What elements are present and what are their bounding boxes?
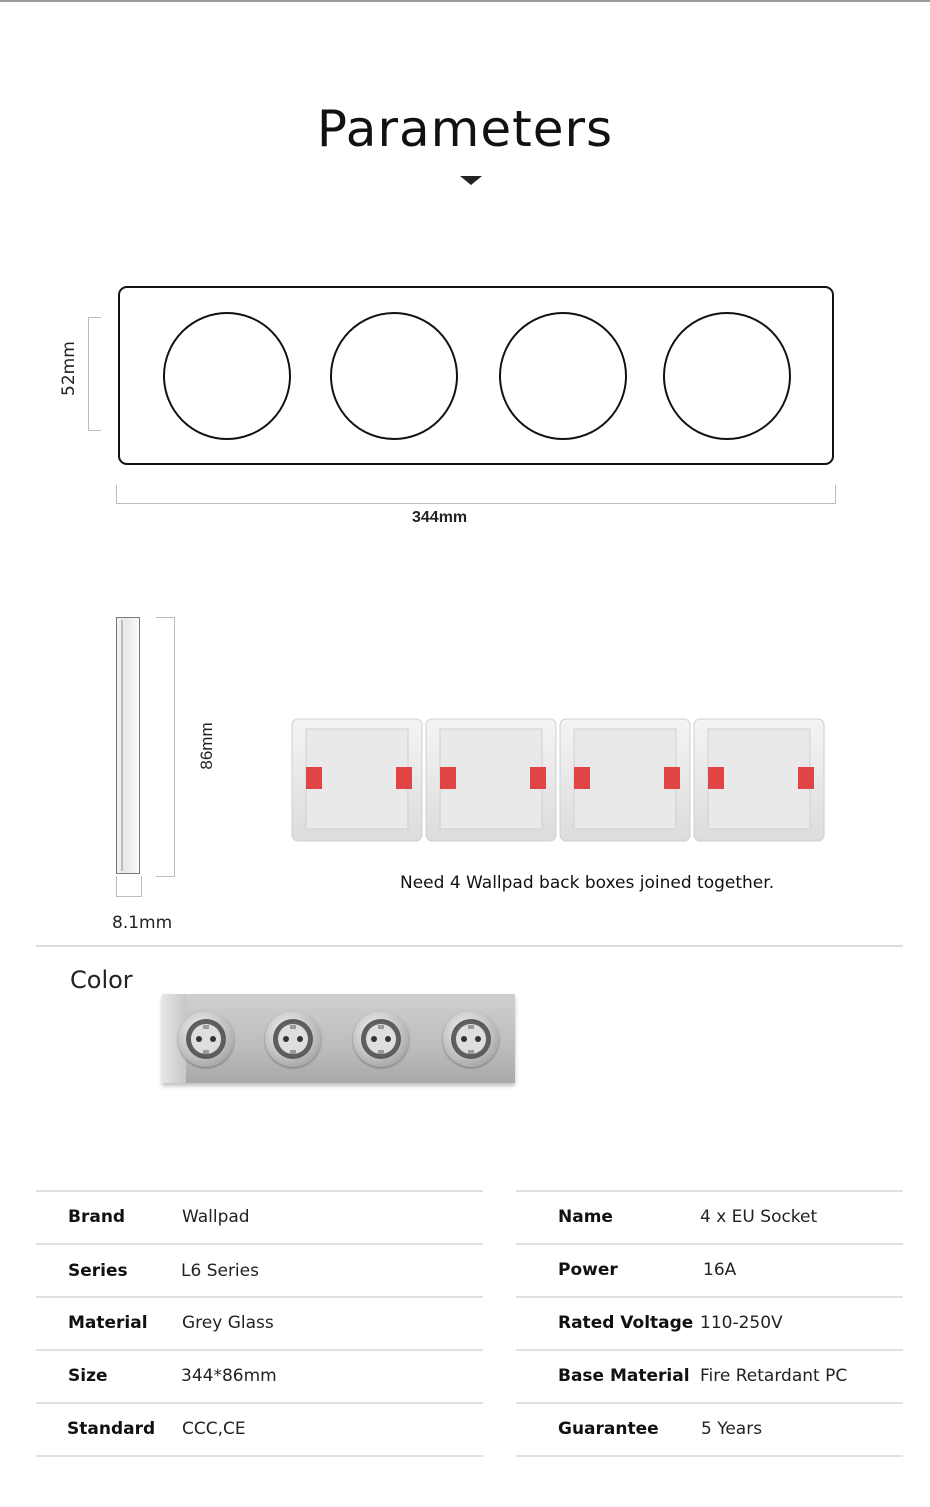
eu-socket-icon: [265, 1011, 321, 1067]
height-bracket: [88, 317, 101, 431]
spec-key: Name: [558, 1207, 613, 1227]
back-box-3: [560, 719, 690, 841]
spec-value: Wallpad: [182, 1207, 250, 1227]
depth-bracket: [156, 617, 175, 877]
back-boxes-image: [288, 715, 832, 845]
height-label: 52mm: [59, 341, 79, 396]
section-divider: [36, 945, 903, 947]
back-box-1: [292, 719, 422, 841]
socket-outline-4: [663, 312, 791, 440]
spec-value: Grey Glass: [182, 1313, 274, 1333]
width-label: 344mm: [412, 509, 468, 526]
spec-row-base-material: [516, 1350, 903, 1402]
eu-socket-icon: [178, 1011, 234, 1067]
socket-outline-3: [499, 312, 627, 440]
color-label: Color: [70, 966, 133, 994]
spec-value: 4 x EU Socket: [700, 1207, 818, 1227]
depth-label: 86mm: [197, 722, 216, 770]
back-box-2: [426, 719, 556, 841]
spec-key: Series: [68, 1261, 128, 1281]
spec-value: 16A: [703, 1260, 737, 1280]
caret-down-icon: [460, 176, 482, 185]
socket-outline-2: [330, 312, 458, 440]
spec-value: 344*86mm: [181, 1366, 277, 1386]
thickness-bracket: [116, 876, 142, 897]
spec-row-power: [516, 1244, 903, 1296]
spec-row-guarantee: [516, 1403, 903, 1455]
backbox-note: Need 4 Wallpad back boxes joined together.: [400, 873, 775, 893]
page-title: Parameters: [316, 100, 614, 158]
spec-row-standard: [36, 1403, 483, 1455]
spec-row-rated-voltage: [516, 1297, 903, 1349]
top-border: [0, 0, 930, 2]
spec-row-size: [36, 1350, 483, 1402]
socket-outline-1: [163, 312, 291, 440]
spec-value: 5 Years: [701, 1419, 763, 1439]
spec-value: 110-250V: [700, 1313, 783, 1333]
spec-row-material: [36, 1297, 483, 1349]
spec-key: Base Material: [558, 1366, 690, 1386]
width-bracket: [116, 485, 836, 504]
spec-key: Material: [68, 1313, 148, 1333]
eu-socket-icon: [443, 1011, 499, 1067]
spec-key: Guarantee: [558, 1419, 659, 1439]
eu-socket-icon: [353, 1011, 409, 1067]
spec-key: Rated Voltage: [558, 1313, 694, 1333]
spec-row-series: [36, 1245, 483, 1297]
spec-key: Size: [68, 1366, 108, 1386]
table-line: [36, 1455, 483, 1457]
spec-key: Power: [558, 1260, 618, 1280]
table-line: [516, 1455, 903, 1457]
spec-value: L6 Series: [181, 1261, 259, 1281]
spec-key: Brand: [68, 1207, 126, 1227]
thickness-label: 8.1mm: [112, 913, 173, 933]
spec-value: Fire Retardant PC: [700, 1366, 848, 1386]
spec-row-brand: [36, 1191, 483, 1243]
spec-value: CCC,CE: [182, 1419, 246, 1439]
panel-side-profile: [116, 617, 140, 874]
spec-row-name: [516, 1191, 903, 1243]
spec-key: Standard: [67, 1419, 156, 1439]
back-box-4: [694, 719, 824, 841]
